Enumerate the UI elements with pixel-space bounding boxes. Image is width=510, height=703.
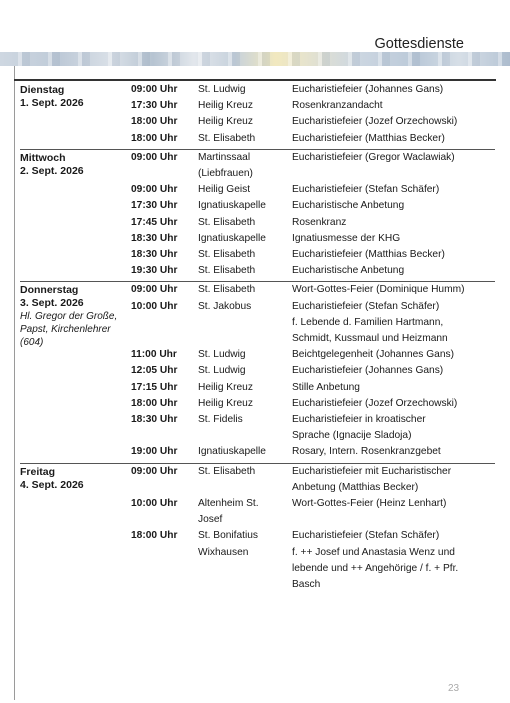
day-block (20, 282, 495, 463)
service-description: Beichtgelegenheit (Johannes Gans) (292, 349, 454, 361)
service-description: Eucharistiefeier (Stefan Schäfer) (292, 300, 440, 312)
service-time: 18:00 Uhr (131, 116, 178, 128)
service-row (131, 114, 495, 130)
service-time: 09:00 Uhr (131, 151, 178, 163)
service-row (131, 150, 495, 166)
header-band-texture (0, 52, 510, 66)
day-label (20, 84, 130, 110)
service-time: 17:30 Uhr (131, 200, 178, 212)
service-description: Eucharistische Anbetung (292, 265, 405, 277)
service-time: 10:00 Uhr (131, 300, 178, 312)
service-row (131, 396, 495, 412)
service-location (198, 428, 292, 444)
service-description (292, 512, 495, 528)
day-label (20, 284, 130, 349)
service-time: 18:30 Uhr (131, 232, 178, 244)
day-label (20, 466, 130, 492)
service-row (131, 182, 495, 198)
service-row (131, 166, 495, 182)
service-location: Ignatiuskapelle (198, 200, 266, 212)
service-time: 18:30 Uhr (131, 249, 178, 261)
service-location (198, 480, 292, 496)
service-description: Basch (292, 579, 321, 591)
service-row (131, 512, 495, 528)
service-row (131, 131, 495, 147)
service-description: Ignatiusmesse der KHG (292, 232, 401, 244)
service-row (131, 263, 495, 279)
service-description: Eucharistiefeier (Jozef Orzechowski) (292, 397, 458, 409)
service-row (131, 428, 495, 444)
service-location: Heilig Kreuz (198, 116, 253, 128)
service-row (131, 528, 495, 544)
page-number: 23 (448, 683, 460, 694)
service-time: 18:00 Uhr (131, 132, 178, 144)
service-description: Eucharistiefeier (Matthias Becker) (292, 132, 445, 144)
service-time: 09:00 Uhr (131, 284, 178, 296)
service-row (131, 331, 495, 347)
table-top-rule (14, 79, 496, 81)
service-description: Eucharistiefeier (Jozef Orzechowski) (292, 116, 458, 128)
service-time: 09:00 Uhr (131, 465, 178, 477)
service-description: Eucharistiefeier (Stefan Schäfer) (292, 530, 440, 542)
service-location: St. Elisabeth (198, 265, 256, 277)
service-time: 17:45 Uhr (131, 216, 178, 228)
service-location: St. Ludwig (198, 349, 246, 361)
service-location: Altenheim St. (198, 498, 259, 510)
service-location: St. Elisabeth (198, 465, 256, 477)
date: 2. Sept. 2026 (20, 164, 84, 177)
service-location (198, 315, 292, 331)
service-row (131, 380, 495, 396)
service-description: Rosenkranzandacht (292, 100, 383, 112)
service-description: Eucharistiefeier mit Eucharistischer (292, 465, 452, 477)
service-time: 19:00 Uhr (131, 446, 178, 458)
weekday: Freitag (20, 465, 56, 478)
service-row (131, 444, 495, 460)
service-row (131, 282, 495, 298)
service-row (131, 231, 495, 247)
service-location: Ignatiuskapelle (198, 232, 266, 244)
service-row (131, 412, 495, 428)
schedule-table (20, 82, 495, 595)
service-row (131, 198, 495, 214)
service-time (131, 428, 198, 444)
service-location: Heilig Geist (198, 184, 251, 196)
service-time: 11:00 Uhr (131, 349, 177, 361)
service-row (131, 480, 495, 496)
service-list (131, 282, 495, 460)
service-description: Anbetung (Matthias Becker) (292, 481, 419, 493)
service-location: Martinssaal (198, 151, 251, 163)
service-time (131, 561, 198, 577)
page-title: Gottesdienste (371, 36, 468, 52)
service-time: 17:15 Uhr (131, 381, 178, 393)
service-row (131, 215, 495, 231)
service-time (131, 545, 198, 561)
service-time: 17:30 Uhr (131, 100, 178, 112)
service-location: St. Fidelis (198, 414, 243, 426)
date: 3. Sept. 2026 (20, 297, 84, 310)
weekday: Dienstag (20, 84, 65, 96)
service-location: Wixhausen (198, 546, 249, 558)
day-block (20, 82, 495, 150)
feast-note: Hl. Gregor der Große, Papst, Kirchenlehrer (604) (20, 311, 118, 349)
service-row (131, 247, 495, 263)
service-location: St. Jakobus (198, 300, 252, 312)
service-location: Heilig Kreuz (198, 381, 253, 393)
service-time: 18:30 Uhr (131, 414, 178, 426)
service-time (131, 577, 198, 593)
service-time: 12:05 Uhr (131, 365, 178, 377)
service-row (131, 347, 495, 363)
service-row (131, 464, 495, 480)
service-location: Heilig Kreuz (198, 397, 253, 409)
service-description: Sprache (Ignacije Sladoja) (292, 430, 412, 442)
day-block (20, 464, 495, 596)
service-description: Eucharistiefeier (Stefan Schäfer) (292, 184, 440, 196)
date: 4. Sept. 2026 (20, 478, 84, 491)
service-location: Josef (198, 514, 223, 526)
service-description: Eucharistiefeier in kroatischer (292, 414, 426, 426)
service-time (131, 315, 198, 331)
service-description: f. Lebende d. Familien Hartmann, (292, 316, 444, 328)
service-time: 18:00 Uhr (131, 530, 178, 542)
service-time: 09:00 Uhr (131, 184, 178, 196)
service-row (131, 315, 495, 331)
service-description: Stille Anbetung (292, 381, 360, 393)
service-description: f. ++ Josef und Anastasia Wenz und (292, 546, 455, 558)
service-time (131, 480, 198, 496)
service-time: 09:00 Uhr (131, 84, 178, 95)
service-row (131, 545, 495, 561)
service-location (198, 561, 292, 577)
service-location: St. Bonifatius (198, 530, 259, 542)
service-description: Rosary, Intern. Rosenkranzgebet (292, 446, 441, 458)
service-list (131, 464, 495, 594)
service-location (198, 577, 292, 593)
date: 1. Sept. 2026 (20, 97, 84, 109)
service-location: St. Elisabeth (198, 216, 256, 228)
service-time: 19:30 Uhr (131, 265, 178, 277)
service-row (131, 577, 495, 593)
service-row (131, 496, 495, 512)
service-description: Wort-Gottes-Feier (Dominique Humm) (292, 284, 465, 296)
service-description: Eucharistiefeier (Matthias Becker) (292, 249, 445, 261)
service-row (131, 561, 495, 577)
weekday: Mittwoch (20, 151, 66, 164)
service-location: St. Elisabeth (198, 284, 256, 296)
service-location: (Liebfrauen) (198, 168, 253, 180)
service-list (131, 82, 495, 147)
service-row (131, 363, 495, 379)
service-time (131, 512, 198, 528)
service-location: St. Elisabeth (198, 249, 256, 261)
service-location: St. Ludwig (198, 365, 246, 377)
weekday: Donnerstag (20, 284, 79, 297)
service-time (131, 166, 198, 182)
service-description: Wort-Gottes-Feier (Heinz Lenhart) (292, 498, 447, 510)
service-row (131, 299, 495, 315)
service-description: Eucharistische Anbetung (292, 200, 405, 212)
service-description: lebende und ++ Angehörige / f. + Pfr. (292, 562, 459, 574)
day-block (20, 150, 495, 283)
service-description: Eucharistiefeier (Johannes Gans) (292, 84, 444, 95)
service-location: Heilig Kreuz (198, 100, 253, 112)
service-description: Eucharistiefeier (Johannes Gans) (292, 365, 444, 377)
service-location: St. Ludwig (198, 84, 246, 95)
left-margin-rule (14, 66, 15, 700)
service-row (131, 82, 495, 98)
service-time (131, 331, 198, 347)
service-description: Rosenkranz (292, 216, 347, 228)
day-label (20, 152, 130, 178)
service-location: St. Elisabeth (198, 132, 256, 144)
service-time: 10:00 Uhr (131, 498, 178, 510)
service-list (131, 150, 495, 280)
service-time: 18:00 Uhr (131, 397, 178, 409)
service-description: Eucharistiefeier (Gregor Waclawiak) (292, 151, 455, 163)
service-description (292, 166, 495, 182)
service-row (131, 98, 495, 114)
service-location: Ignatiuskapelle (198, 446, 266, 458)
service-description: Schmidt, Kussmaul und Heizmann (292, 333, 448, 345)
service-location (198, 331, 292, 347)
